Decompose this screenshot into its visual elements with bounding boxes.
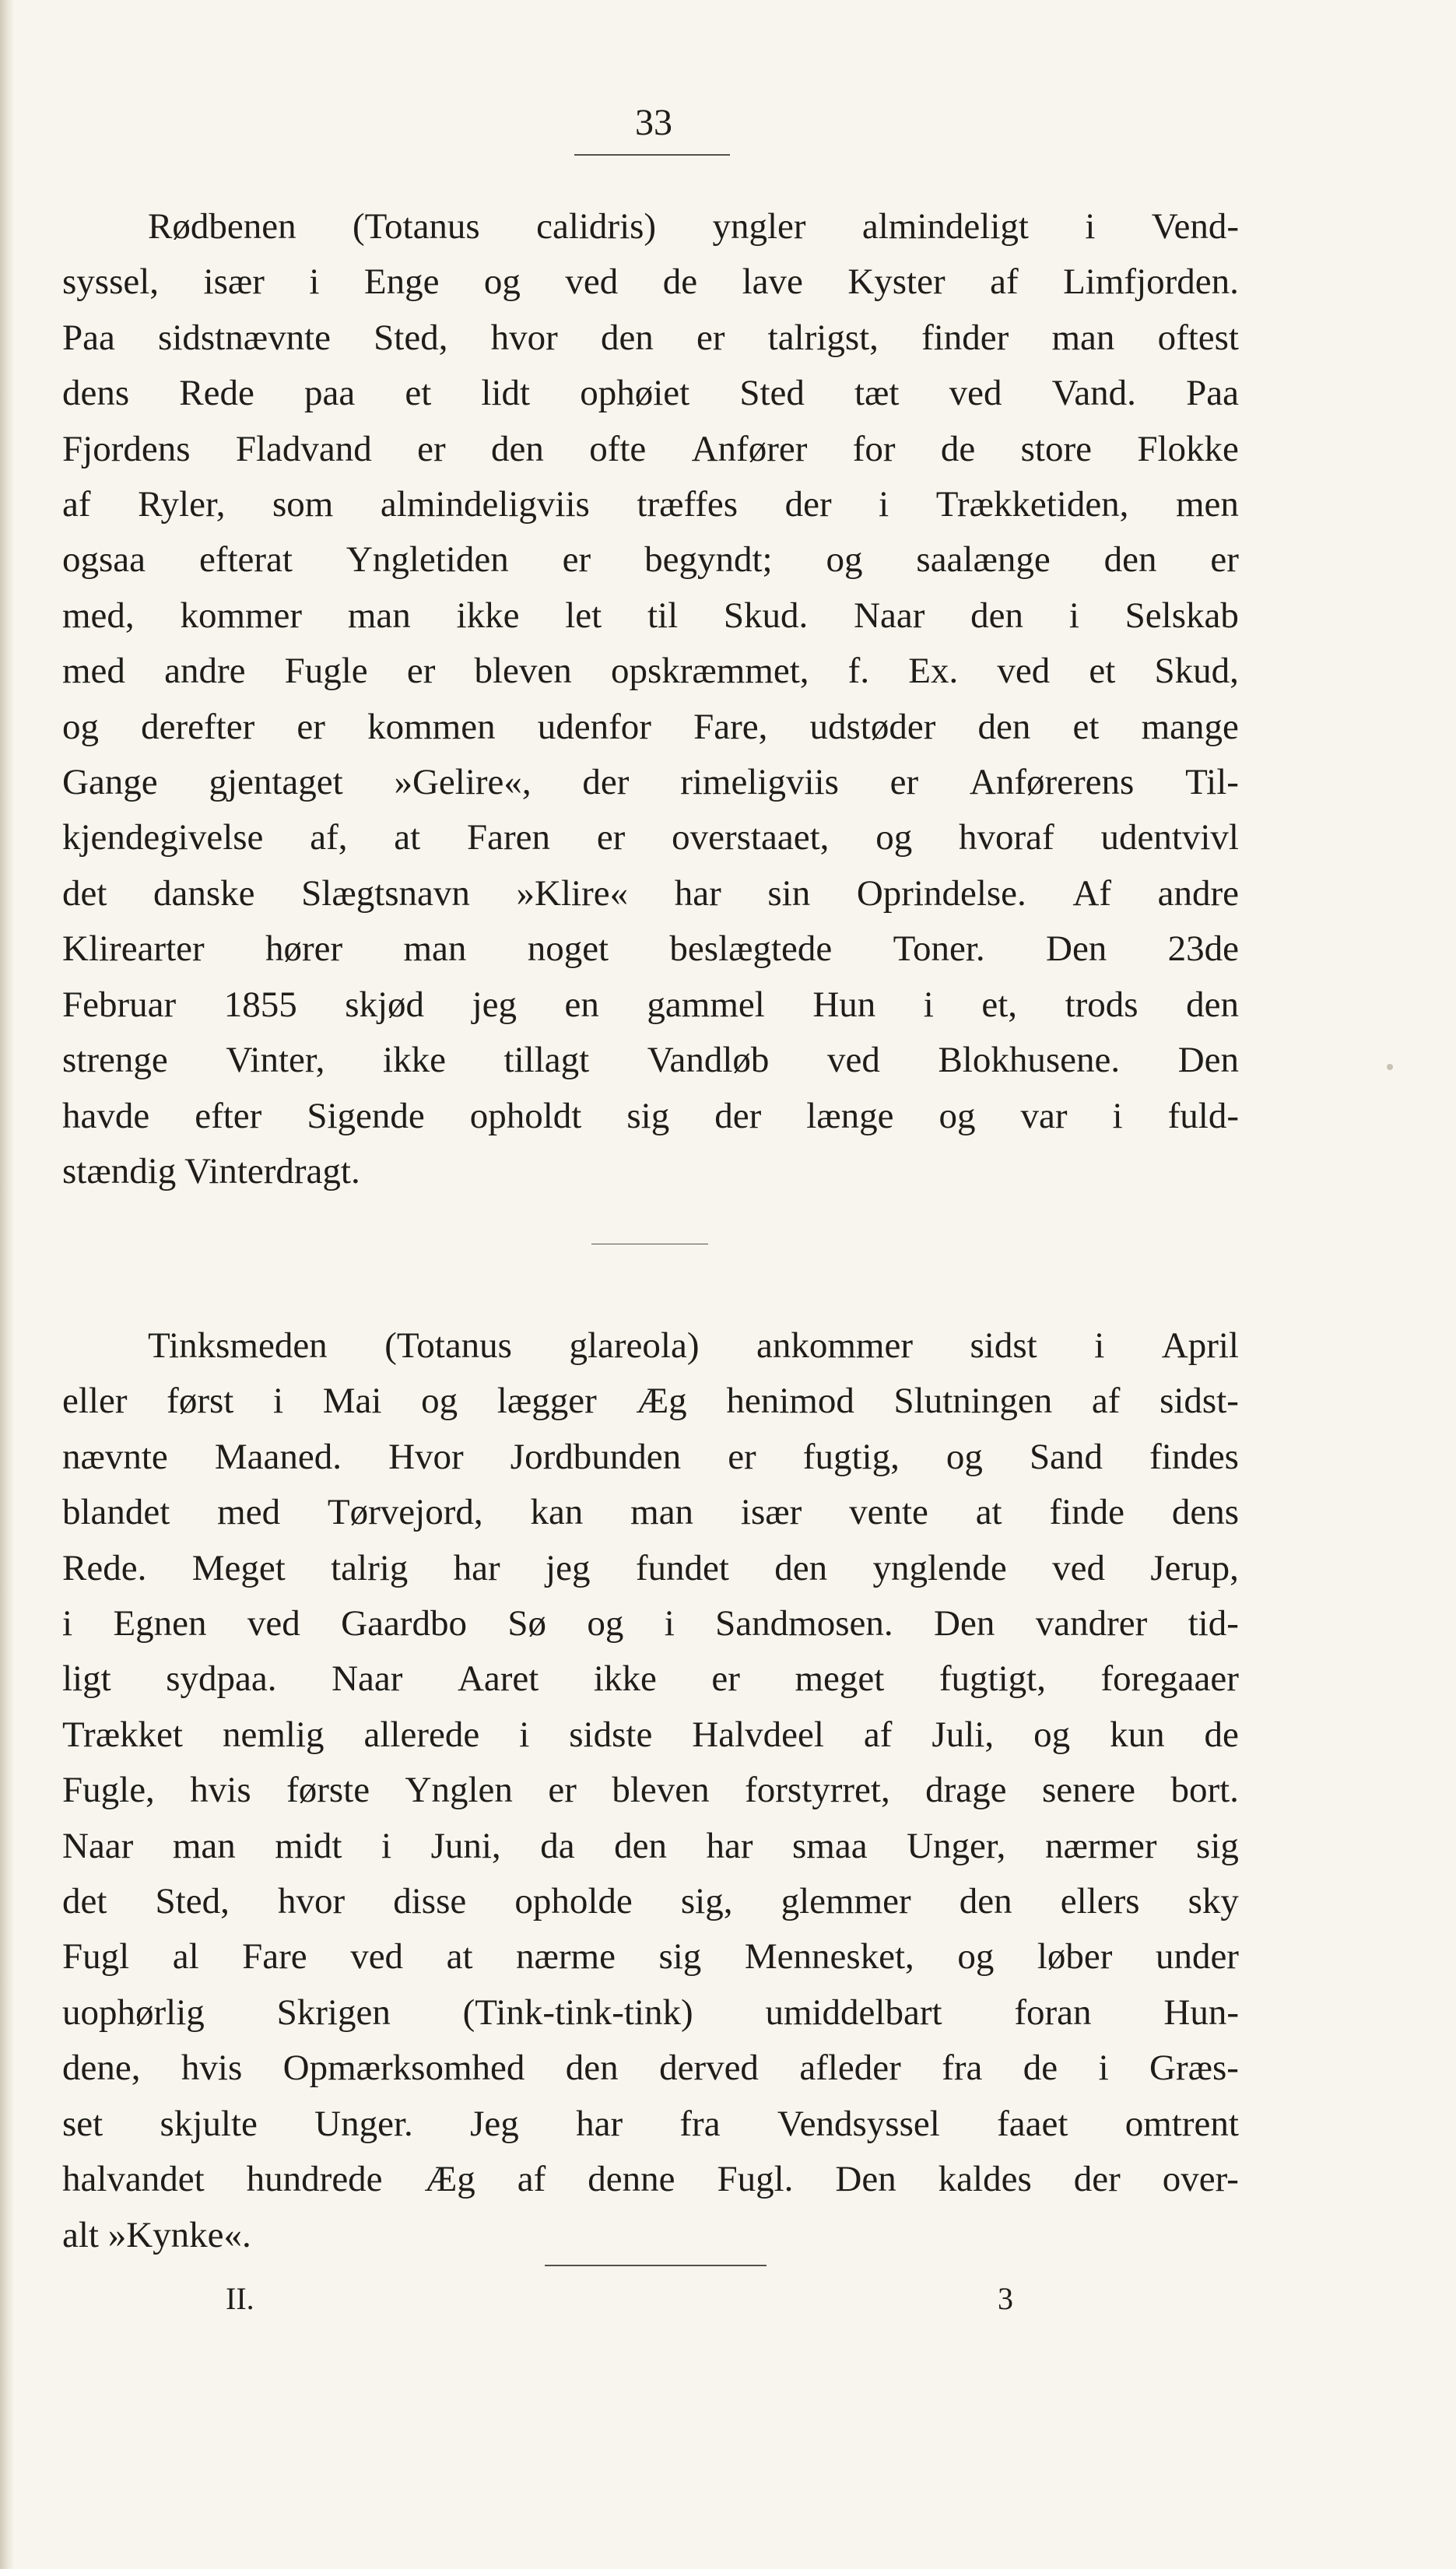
text-line: med andre Fugle er bleven opskræmmet, f. Ex. ved et Skud, (62, 651, 1239, 692)
text-line: syssel, især i Enge og ved de lave Kyster af Limfjorden. (62, 261, 1239, 303)
text-line: set skjulte Unger. Jeg har fra Vendsyssel faaet omtrent (62, 2103, 1239, 2144)
text-line: det danske Slægtsnavn »Klire« har sin Oprindelse. Af andre (62, 872, 1239, 914)
text-line: dene, hvis Opmærksomhed den derved afleder fra de i Græs- (62, 2048, 1239, 2089)
book-spine-edge (0, 0, 14, 2569)
text-line: Paa sidstnævnte Sted, hvor den er talrigst, finder man oftest (62, 317, 1239, 358)
closing-rule (545, 2265, 767, 2266)
text-line: eller først i Mai og lægger Æg henimod Slutningen af sidst- (62, 1381, 1239, 1422)
text-line: blandet med Tørvejord, kan man især vente at finde dens (62, 1492, 1239, 1533)
header-rule (574, 154, 730, 156)
text-line: ogsaa efterat Yngletiden er begyndt; og saalænge den er (62, 539, 1239, 581)
text-line: og derefter er kommen udenfor Fare, udstøder den et mange (62, 706, 1239, 747)
text-line: med, kommer man ikke let til Skud. Naar den i Selskab (62, 595, 1239, 636)
page-number: 33 (635, 102, 672, 143)
signature-number: 3 (998, 2281, 1013, 2316)
text-line: Rødbenen (Totanus calidris) yngler almindeligt i Vend- (148, 206, 1239, 247)
text-line: Naar man midt i Juni, da den har smaa Unger, nærmer sig (62, 1825, 1239, 1866)
text-line: alt »Kynke«. (62, 2214, 251, 2255)
text-line: kjendegivelse af, at Faren er overstaaet, og hvoraf udentvivl (62, 817, 1239, 858)
text-line: strenge Vinter, ikke tillagt Vandløb ved Blokhusene. Den (62, 1040, 1239, 1081)
text-line: Fugle, hvis første Ynglen er bleven forstyrret, drage senere bort. (62, 1770, 1239, 1811)
text-line: nævnte Maaned. Hvor Jordbunden er fugtig, og Sand findes (62, 1436, 1239, 1477)
text-line: det Sted, hvor disse opholde sig, glemmer den ellers sky (62, 1881, 1239, 1922)
text-line: Tinksmeden (Totanus glareola) ankommer sidst i April (148, 1325, 1239, 1366)
signature-mark: II. (226, 2281, 254, 2316)
text-line: Klirearter hører man noget beslægtede Toner. Den 23de (62, 928, 1239, 970)
text-line: af Ryler, som almindeligviis træffes der i Trækketiden, men (62, 484, 1239, 525)
text-line: i Egnen ved Gaardbo Sø og i Sandmosen. Den vandrer tid- (62, 1603, 1239, 1644)
text-line: Fjordens Fladvand er den ofte Anfører for de store Flokke (62, 428, 1239, 469)
text-line: Trækket nemlig allerede i sidste Halvdeel af Juli, og kun de (62, 1714, 1239, 1755)
text-line: stændig Vinterdragt. (62, 1150, 360, 1191)
text-line: dens Rede paa et lidt ophøiet Sted tæt ved Vand. Paa (62, 373, 1239, 414)
text-line: uophørlig Skrigen (Tink-tink-tink) umiddelbart foran Hun- (62, 1992, 1239, 2033)
text-line: halvandet hundrede Æg af denne Fugl. Den kaldes der over- (62, 2159, 1239, 2200)
text-line: Gange gjentaget »Gelire«, der rimeligviis er Anførerens Til- (62, 762, 1239, 803)
paragraph-tinksmeden (62, 1318, 1239, 2263)
text-line: Februar 1855 skjød jeg en gammel Hun i et, trods den (62, 984, 1239, 1025)
text-line: ligt sydpaa. Naar Aaret ikke er meget fugtigt, foregaaer (62, 1658, 1239, 1700)
paper-speck (1387, 1064, 1393, 1070)
text-line: Fugl al Fare ved at nærme sig Mennesket, og løber under (62, 1936, 1239, 1978)
text-line: Rede. Meget talrig har jeg fundet den ynglende ved Jerup, (62, 1547, 1239, 1588)
paragraph-rodbenen (62, 199, 1239, 1199)
text-line: havde efter Sigende opholdt sig der længe og var i fuld- (62, 1095, 1239, 1136)
